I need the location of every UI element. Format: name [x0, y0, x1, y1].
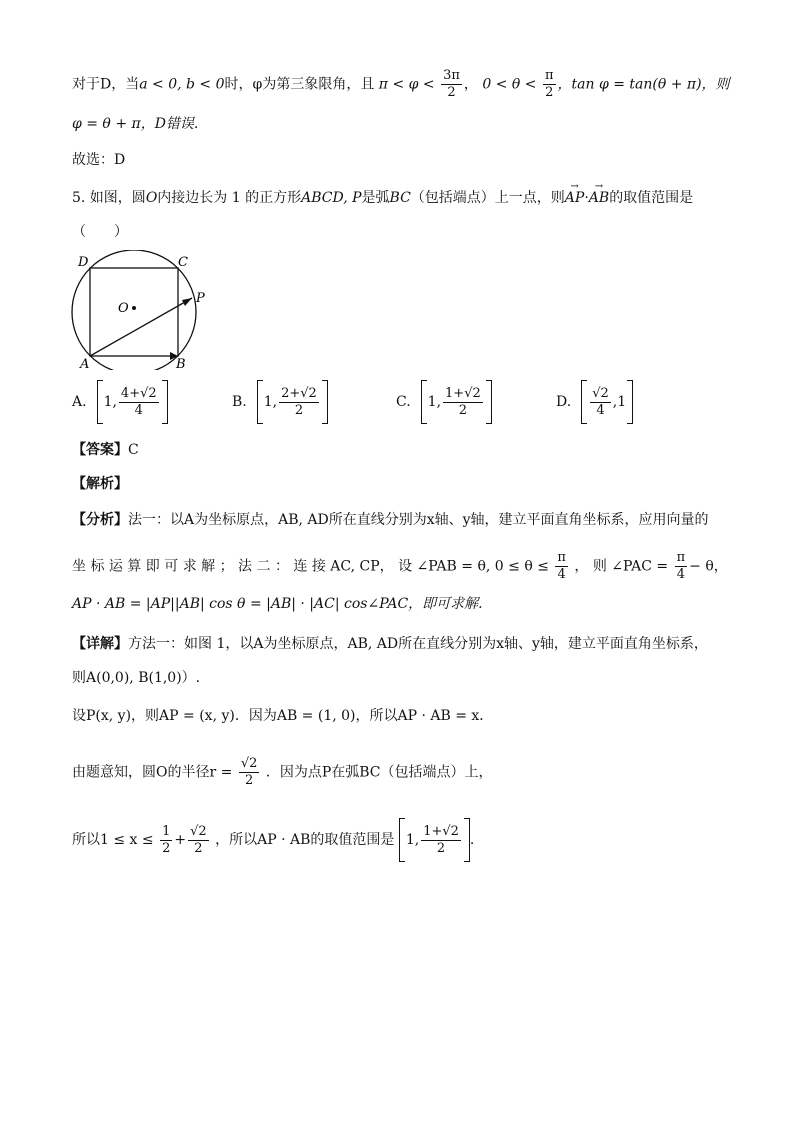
- numerator: 1+√2: [423, 823, 459, 839]
- para-choice: [72, 150, 125, 170]
- denominator: 4: [596, 402, 605, 418]
- numerator: √2: [190, 823, 207, 839]
- interval: [421, 380, 492, 424]
- center-point: [132, 306, 136, 310]
- text: ．因为点P在弧BC（包括端点）上，: [265, 764, 493, 781]
- label-a: A: [80, 357, 90, 370]
- fraction: [188, 824, 209, 857]
- detail-line-1: [72, 634, 708, 654]
- numerator: π: [544, 68, 554, 83]
- fraction: [160, 824, 172, 857]
- para-case-d: [72, 68, 730, 101]
- label-p: P: [196, 291, 205, 306]
- option-label: A.: [72, 394, 87, 410]
- math: 0 < θ <: [482, 76, 537, 93]
- analysis-line-3: [72, 594, 483, 614]
- vector-ap: → AP: [565, 188, 585, 208]
- numerator: 1: [162, 823, 171, 839]
- math: ABCD, P: [301, 190, 362, 206]
- text: （ ）: [72, 224, 128, 240]
- detail-line-4: [72, 756, 493, 789]
- answer-line: [72, 440, 139, 460]
- text: 对于D，当: [72, 76, 140, 93]
- fraction: [675, 550, 688, 583]
- numerator: 3π: [443, 68, 460, 83]
- option-d[interactable]: [556, 380, 633, 424]
- denominator: 2: [162, 840, 171, 856]
- text: − θ，: [689, 558, 728, 575]
- denominator: 2: [458, 402, 468, 418]
- denominator: 4: [557, 567, 566, 582]
- denominator: 2: [436, 840, 446, 856]
- text: 则A(0,0), B(1,0)）.: [72, 670, 201, 686]
- question-5-paren: [72, 222, 128, 242]
- text: 【解析】: [72, 476, 128, 492]
- text: ， 则 ∠PAC =: [574, 558, 669, 575]
- text: 是弧: [361, 190, 390, 206]
- math: a < 0, b < 0: [139, 76, 225, 93]
- option-c[interactable]: [396, 380, 492, 424]
- text: 坐 标 运 算 即 可 求 解 ； 法 二 ： 连 接 AC, CP， 设 ∠PAB = θ, 0 ≤ θ ≤: [72, 558, 549, 575]
- interval: [97, 380, 168, 424]
- label-o: O: [118, 301, 129, 316]
- interval: [399, 818, 470, 862]
- math: π < φ <: [378, 76, 435, 93]
- arrow-ap: [182, 298, 192, 306]
- text: 内接边长为 1 的正方形: [157, 190, 302, 206]
- answer-value: C: [128, 442, 139, 458]
- math: ，tan φ = tan(θ + π)，则: [557, 76, 730, 93]
- math: ,1: [612, 394, 627, 410]
- denominator: 4: [134, 402, 143, 418]
- detail-heading: 【详解】: [72, 636, 128, 652]
- analysis-line-2: [72, 550, 728, 583]
- denominator: 2: [194, 840, 203, 856]
- denominator: 2: [447, 85, 456, 100]
- detail-line-5: [72, 818, 474, 862]
- answer-heading: 【答案】: [72, 442, 128, 458]
- denominator: 2: [244, 773, 254, 788]
- text: ·: [584, 190, 589, 206]
- text: ，所以AP · AB的取值范围是: [215, 832, 395, 848]
- option-label: C.: [396, 394, 411, 410]
- label-c: C: [178, 255, 188, 270]
- denominator: 2: [545, 85, 554, 100]
- text: 方法一：如图 1，以A为坐标原点，AB, AD所在直线分别为x轴、y轴，建立平面直角坐标系，: [128, 636, 708, 652]
- text: （包括端点）上一点，则: [410, 190, 565, 206]
- text: φ = θ + π，D错误.: [72, 116, 199, 132]
- fraction: [239, 756, 260, 789]
- fraction: [279, 386, 319, 419]
- fraction: [543, 68, 556, 101]
- detail-line-2: [72, 668, 200, 688]
- math: 1,: [103, 394, 117, 410]
- text: φ为第三象限角，且: [252, 76, 375, 93]
- vector-ab: → AB: [589, 188, 609, 208]
- option-label: D.: [556, 394, 572, 410]
- circle-square-figure: [70, 250, 220, 370]
- analysis-sub-heading: 【分析】: [72, 512, 128, 528]
- math: 1,: [263, 394, 278, 410]
- math: BC: [389, 190, 411, 206]
- interval: [581, 380, 633, 424]
- para-conclusion-d: [72, 114, 198, 134]
- numerator: π: [557, 550, 566, 565]
- fraction: [421, 824, 461, 857]
- interval: [257, 380, 328, 424]
- math: 1,: [427, 394, 442, 410]
- numerator: 4+√2: [120, 385, 157, 401]
- denominator: 4: [676, 567, 686, 582]
- text: 由题意知，圆O的半径r =: [72, 764, 233, 781]
- option-label: B.: [232, 394, 247, 410]
- question-5: [72, 188, 693, 208]
- fraction: [119, 386, 159, 419]
- detail-line-3: [72, 706, 493, 726]
- numerator: 1+√2: [445, 385, 481, 401]
- label-d: D: [78, 255, 89, 270]
- fraction: [555, 550, 568, 583]
- text: 法一：以A为坐标原点，AB, AD所在直线分别为x轴、y轴，建立平面直角坐标系，应用向量的: [128, 512, 709, 528]
- text: ，: [463, 76, 478, 93]
- fraction: [590, 386, 611, 419]
- numerator: 2+√2: [281, 385, 317, 401]
- math: O: [145, 190, 158, 206]
- numerator: π: [676, 550, 686, 565]
- analysis-line-1: [72, 510, 709, 530]
- analysis-heading: [72, 474, 128, 494]
- text: AP · AB = |AP||AB| cos θ = |AB| · |AC| cos∠PAC，即可求解.: [72, 596, 483, 612]
- text: 5. 如图，圆: [72, 190, 146, 206]
- text: .: [469, 832, 475, 848]
- text: +: [174, 832, 187, 848]
- text: 时，: [224, 76, 253, 93]
- numerator: √2: [240, 756, 258, 771]
- text: 所以1 ≤ x ≤: [72, 832, 154, 848]
- fraction: [441, 68, 462, 101]
- text: 的取值范围是: [609, 190, 694, 206]
- label-b: B: [176, 357, 186, 370]
- option-b[interactable]: [232, 380, 328, 424]
- fraction: [443, 386, 483, 419]
- square-abcd: [90, 268, 178, 356]
- numerator: √2: [592, 385, 609, 401]
- denominator: 2: [294, 402, 304, 418]
- text: 故选：D: [72, 152, 126, 168]
- math: 1,: [405, 832, 420, 848]
- segment-ap: [90, 298, 192, 356]
- text: 设P(x, y)，则AP = (x, y)．因为AB = (1, 0)，所以AP · AB = x．: [72, 708, 494, 724]
- option-a[interactable]: [72, 380, 168, 424]
